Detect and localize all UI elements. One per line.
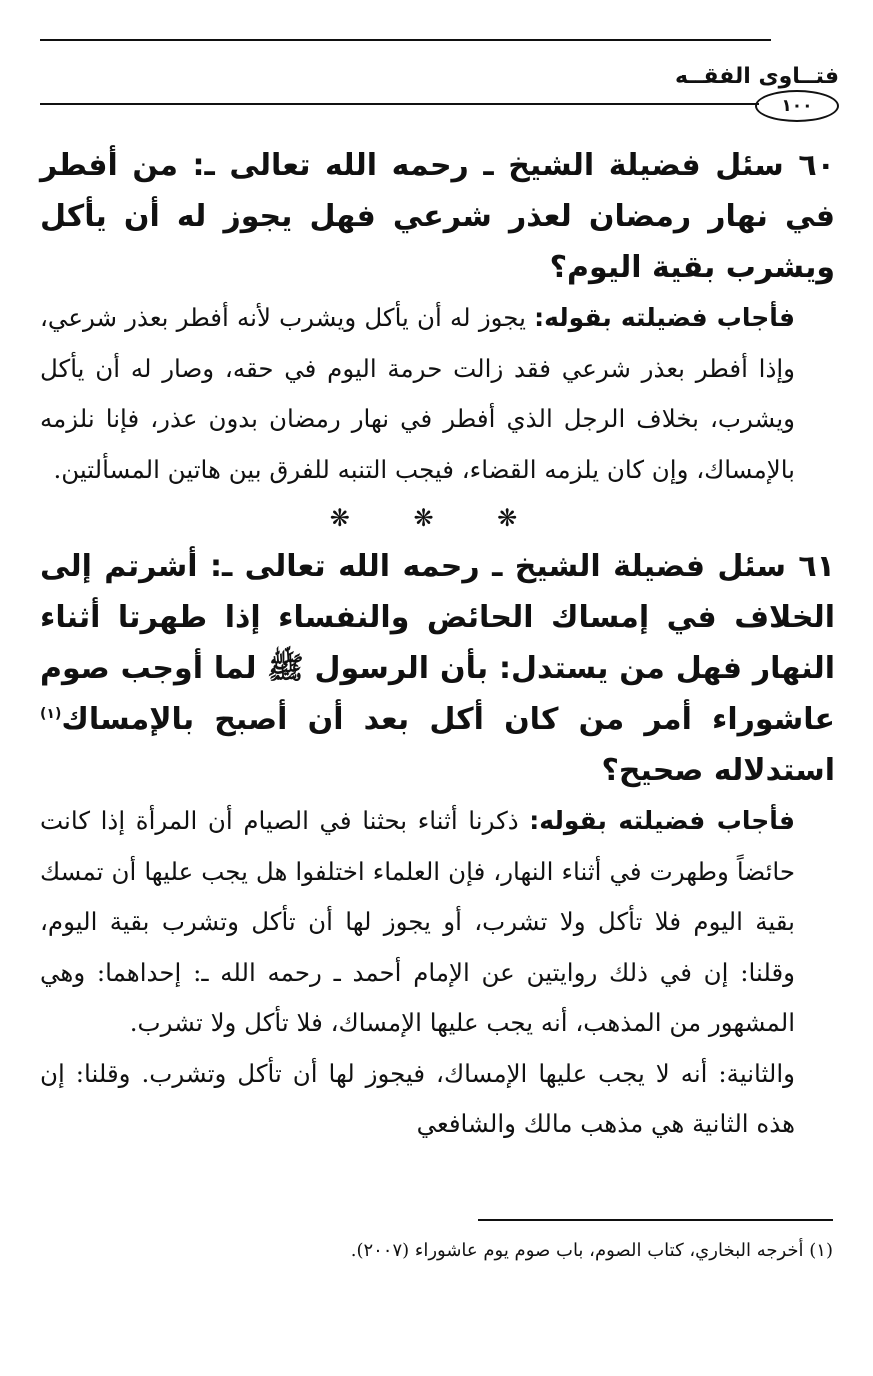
- answer-lead: فأجاب فضيلته بقوله:: [534, 303, 795, 332]
- question-text-end: استدلاله صحيح؟: [601, 753, 835, 788]
- answer-text: يجوز له أن يأكل ويشرب لأنه أفطر بعذر شرعي، وإذا أفطر بعذر شرعي فقد زالت حرمة اليوم في حقه، وصار له أن يأكل ويشرب، بخلاف الرجل الذي أفطر في نهار رمضان بدون عذر، فإنا نلزمه بالإمساك، وإن كان يلزمه القضاء، فيجب التنبه للفرق بين هاتين المسألتين.: [40, 303, 795, 484]
- footnote: (١) أخرجه البخاري، كتاب الصوم، باب صوم يوم عاشوراء (٢٠٠٧).: [350, 1240, 833, 1261]
- section-separator: ❋ ❋ ❋: [329, 504, 546, 532]
- footnote-divider: [478, 1219, 833, 1221]
- fatwa-61-question: [40, 541, 835, 796]
- fatwa-61-continuation: والثانية: أنه لا يجب عليها الإمساك، فيجوز لها أن تأكل وتشرب. وقلنا: إن هذه الثانية هي مذهب مالك والشافعي: [40, 1058, 795, 1138]
- fatwa-60-question: ٦٠ سئل فضيلة الشيخ ـ رحمه الله تعالى ـ: من أفطر في نهار رمضان لعذر شرعي فهل يجوز له أن يأكل ويشرب بقية اليوم؟: [40, 148, 835, 285]
- answer-lead: فأجاب فضيلته بقوله:: [529, 806, 795, 835]
- header-rule: [40, 39, 771, 41]
- fatwa-60-answer: [40, 293, 835, 495]
- footnote-reference[interactable]: (١): [40, 706, 62, 722]
- book-title: فتــاوى الفقــه: [674, 64, 839, 89]
- running-header: [0, 60, 873, 96]
- page-body: [40, 140, 835, 1150]
- page-number: ١٠٠: [755, 90, 839, 122]
- question-text: ٦١ سئل فضيلة الشيخ ـ رحمه الله تعالى ـ: أشرتم إلى الخلاف في إمساك الحائض والنفساء إذا طهرتا أثناء النهار فهل من يستدل: بأن الرسول ﷺ لما أوجب صوم عاشوراء أمر من كان أكل بعد أن أصبح بالإمساك: [40, 549, 835, 737]
- fatwa-61-answer: [40, 796, 835, 1049]
- header-underline: [40, 103, 759, 105]
- answer-text: ذكرنا أثناء بحثنا في الصيام أن المرأة إذا كانت حائضاً وطهرت في أثناء النهار، فإن العلماء اختلفوا هل يجب عليها أن تمسك بقية اليوم فلا تأكل ولا تشرب، أو يجوز لها أن تأكل وتشرب بقية اليوم، وقلنا: إن في ذلك روايتين عن الإمام أحمد ـ رحمه الله ـ: إحداهما: وهي المشهور من المذهب، أنه يجب عليها الإمساك، فلا تأكل ولا تشرب.: [40, 806, 795, 1037]
